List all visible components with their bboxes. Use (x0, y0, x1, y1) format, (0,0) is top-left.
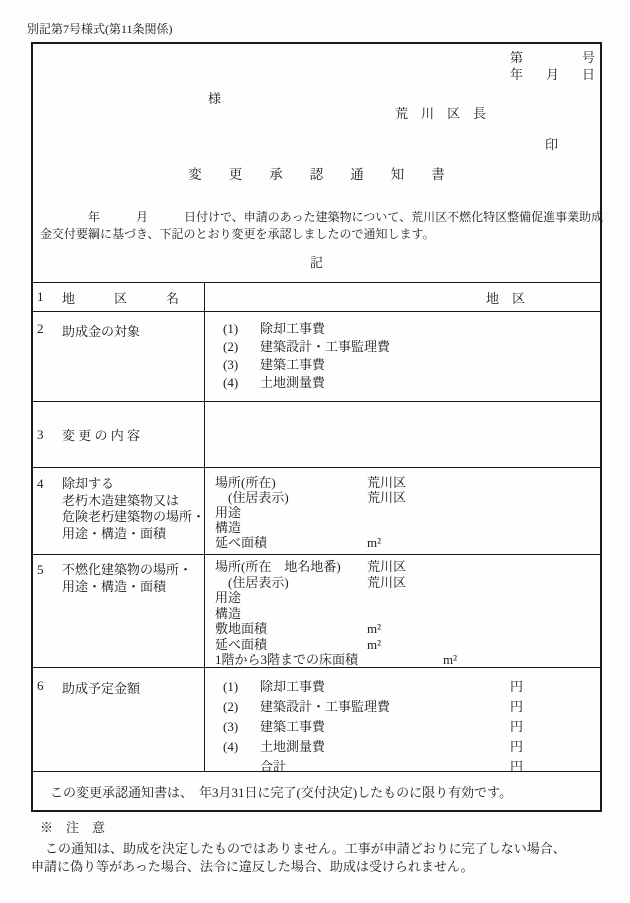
field-line (205, 535, 600, 550)
item-name: 建築工事費 (260, 357, 326, 372)
field-value: 荒川区 (367, 490, 407, 505)
item-unit-yen: 円 (510, 699, 524, 714)
item-name: 除却工事費 (260, 679, 326, 694)
field-line (205, 575, 600, 591)
field-line (205, 606, 600, 622)
amount-item (205, 717, 600, 737)
row-change-details (33, 401, 600, 467)
footer-note-line1: この通知は、助成を決定したものではありません。工事が申請どおりに完了しない場合、 (45, 841, 566, 856)
field-line (205, 475, 600, 490)
field-label: 場所(所在 地名地番) (215, 559, 341, 574)
field-unit-m2: m² (443, 652, 458, 667)
item-unit-yen: 円 (510, 739, 524, 754)
footer-note-title: ※ 注 意 (40, 820, 106, 835)
total-label: 合計 (260, 759, 287, 774)
subsidy-item (205, 374, 600, 392)
row5-header-cell (33, 555, 205, 667)
item-name: 建築設計・工事監理費 (260, 339, 391, 354)
row1-value-cell (205, 283, 600, 311)
field-line (205, 652, 600, 668)
item-number: (1) (223, 679, 239, 694)
subsidy-item (205, 320, 600, 338)
field-value: 荒川区 (367, 475, 407, 490)
row4-label (62, 476, 205, 554)
row4-label-line: 除却する (62, 476, 115, 491)
row5-label (62, 562, 192, 667)
field-unit-m2: m² (367, 636, 382, 652)
field-label: (住居表示) (215, 574, 289, 590)
field-label: 延べ面積 (215, 636, 268, 652)
date-year-label: 年 (510, 67, 524, 82)
addressee-suffix: 様 (208, 91, 222, 106)
body-paragraph-line1: 年 月 日付けで、申請のあった建築物について、荒川区不燃化特区整備促進事業助成 (88, 210, 604, 224)
body-paragraph (40, 209, 604, 243)
row6-number: 6 (37, 678, 44, 693)
date-line (510, 66, 595, 83)
field-label: 用途 (215, 590, 242, 605)
item-unit-yen: 円 (510, 679, 524, 694)
field-line (205, 590, 600, 606)
row4-number: 4 (37, 476, 44, 491)
field-label: 延べ面積 (215, 535, 268, 550)
item-name: 土地測量費 (260, 739, 326, 754)
item-name: 建築設計・工事監理費 (260, 699, 391, 714)
doc-number-prefix: 第 (510, 50, 524, 65)
field-unit-m2: m² (367, 535, 382, 550)
row5-label-line: 不燃化建築物の場所・ (62, 562, 193, 577)
row-district-name (33, 282, 600, 311)
row4-header-cell (33, 468, 205, 554)
field-value: 荒川区 (367, 574, 407, 590)
doc-number-date-block (510, 49, 595, 83)
row-planned-subsidy-amount (33, 667, 600, 774)
item-name: 土地測量費 (260, 375, 326, 390)
row6-value-cell (205, 668, 600, 774)
field-value: 荒川区 (367, 559, 407, 574)
field-unit-m2: m² (367, 621, 382, 636)
item-number: (3) (223, 719, 239, 734)
row-subsidy-target (33, 311, 600, 401)
row2-value-cell (205, 312, 600, 401)
subsidy-item (205, 356, 600, 374)
row2-label: 助成金の対象 (62, 324, 141, 339)
item-number: (3) (223, 357, 239, 372)
row1-number: 1 (37, 289, 44, 304)
date-day-label: 日 (581, 67, 595, 82)
doc-number-line (510, 49, 595, 66)
amount-item (205, 737, 600, 757)
row4-label-line: 老朽木造建築物又は (62, 492, 180, 508)
item-number: (2) (223, 339, 239, 354)
doc-number-suffix: 号 (581, 50, 595, 65)
field-line (205, 621, 600, 637)
field-label: 構造 (215, 605, 242, 621)
body-paragraph-line2: 金交付要綱に基づき、下記のとおり変更を承認しましたので通知します。 (40, 227, 435, 241)
row4-label-line: 用途・構造・面積 (62, 525, 167, 541)
form-code-label: 別記第7号様式(第11条関係) (27, 22, 173, 36)
field-line (205, 520, 600, 535)
row6-header-cell (33, 668, 205, 771)
row5-label-line: 用途・構造・面積 (62, 578, 167, 594)
item-number: (1) (223, 321, 239, 336)
row1-header-cell (33, 283, 205, 311)
field-label: (住居表示) (215, 490, 289, 505)
notice-lead: この変更承認通知書は、 (50, 784, 194, 800)
item-name: 除却工事費 (260, 321, 326, 336)
subsidy-item (205, 338, 600, 356)
item-name: 建築工事費 (260, 719, 326, 734)
row2-number: 2 (37, 321, 44, 336)
row5-number: 5 (37, 562, 44, 577)
seal-mark: 印 (545, 137, 559, 152)
item-unit-yen: 円 (510, 719, 524, 734)
footer-note-line2: 申請に偽り等があった場合、法令に違反した場合、助成は受けられません。 (31, 859, 474, 874)
field-label: 用途 (215, 505, 242, 520)
field-line (205, 559, 600, 575)
row3-label: 変 更 の 内 容 (62, 428, 141, 443)
notice-rest: 年3月31日に完了(交付決定)したものに限り有効です。 (199, 784, 513, 800)
district-value: 地 区 (486, 290, 526, 306)
field-line (205, 490, 600, 505)
amount-item (205, 697, 600, 717)
row3-value-cell (205, 402, 600, 467)
row1-label: 地 区 名 (62, 290, 180, 306)
row5-value-cell (205, 555, 600, 667)
field-label: 敷地面積 (215, 621, 268, 636)
record-heading: 記 (309, 255, 323, 270)
document-title: 変 更 承 認 通 知 書 (188, 167, 445, 182)
amount-item (205, 677, 600, 697)
row4-label-line: 危険老朽建築物の場所・ (62, 509, 206, 524)
row3-number: 3 (37, 426, 44, 442)
row2-header-cell (33, 312, 205, 401)
document-frame (31, 42, 602, 812)
item-unit-yen: 円 (510, 759, 524, 774)
item-number: (4) (223, 375, 239, 390)
main-table (33, 282, 600, 810)
field-line (205, 505, 600, 520)
row-demolition-building (33, 467, 600, 554)
field-label: 構造 (215, 520, 242, 535)
amount-total (205, 757, 600, 777)
issuer-name: 荒 川 区 長 (395, 106, 487, 121)
field-label: 1階から3階までの床面積 (215, 652, 359, 667)
row-fireproof-building (33, 554, 600, 667)
row6-label: 助成予定金額 (62, 681, 141, 696)
date-month-label: 月 (545, 67, 559, 82)
item-number (223, 757, 260, 777)
field-label: 場所(所在) (215, 475, 276, 490)
item-number: (4) (223, 739, 239, 754)
row4-value-cell (205, 468, 600, 554)
item-number: (2) (223, 699, 239, 714)
field-line (205, 637, 600, 653)
row3-header-cell (33, 402, 205, 467)
